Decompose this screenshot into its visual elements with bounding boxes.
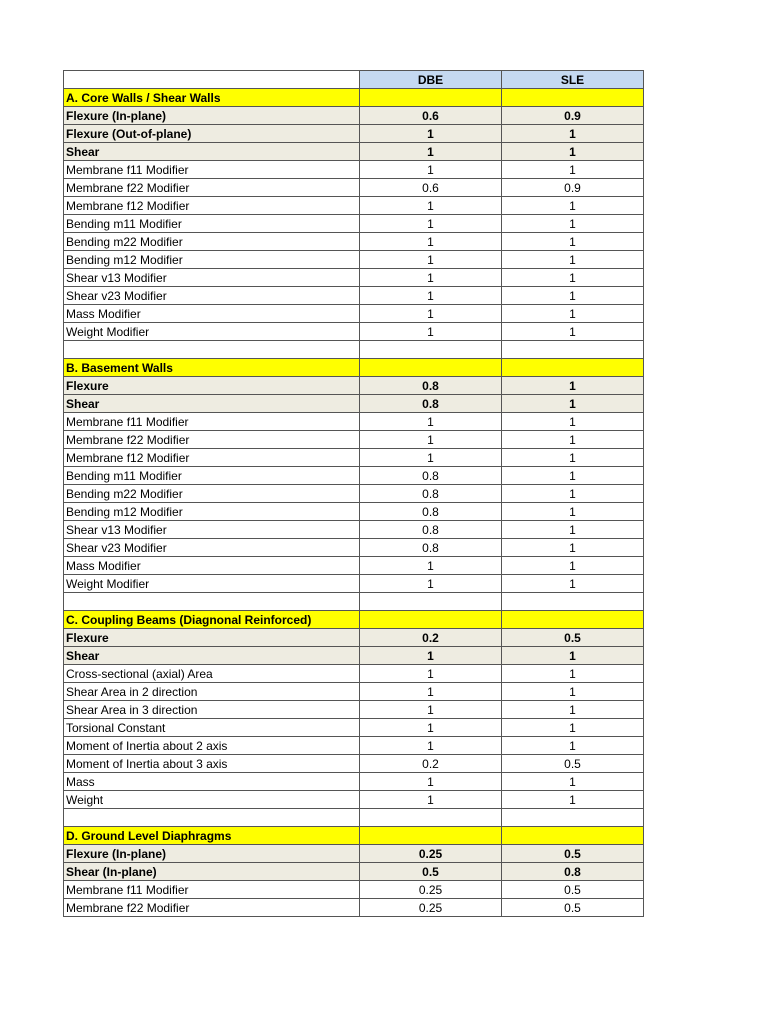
section-header-row bbox=[64, 359, 644, 377]
dbe-value-cell[interactable]: 1 bbox=[360, 161, 502, 179]
dbe-value-cell[interactable]: 1 bbox=[360, 557, 502, 575]
table-row bbox=[64, 161, 644, 179]
sle-value-cell[interactable]: 1 bbox=[502, 215, 644, 233]
parameter-label-cell[interactable]: Moment of Inertia about 2 axis bbox=[64, 737, 360, 755]
dbe-value-cell[interactable]: 0.8 bbox=[360, 377, 502, 395]
dbe-value-cell[interactable]: 0.6 bbox=[360, 107, 502, 125]
sle-value-cell[interactable]: 1 bbox=[502, 503, 644, 521]
table-row bbox=[64, 575, 644, 593]
header-label-cell[interactable] bbox=[64, 71, 360, 89]
table-row bbox=[64, 413, 644, 431]
parameter-label-cell[interactable]: Membrane f22 Modifier bbox=[64, 431, 360, 449]
sle-value-cell[interactable]: 1 bbox=[502, 197, 644, 215]
table-row bbox=[64, 773, 644, 791]
parameter-label-cell[interactable]: Weight Modifier bbox=[64, 323, 360, 341]
sle-value-cell[interactable] bbox=[502, 593, 644, 611]
parameter-label-cell[interactable]: Membrane f11 Modifier bbox=[64, 881, 360, 899]
sle-value-cell[interactable]: 1 bbox=[502, 539, 644, 557]
sle-value-cell[interactable]: 1 bbox=[502, 143, 644, 161]
sle-value-cell[interactable]: 0.5 bbox=[502, 755, 644, 773]
parameter-label-cell[interactable]: Bending m22 Modifier bbox=[64, 485, 360, 503]
sle-value-cell[interactable]: 1 bbox=[502, 323, 644, 341]
parameter-label-cell[interactable]: Mass Modifier bbox=[64, 305, 360, 323]
sle-value-cell[interactable] bbox=[502, 827, 644, 845]
parameter-label-cell[interactable]: Shear v23 Modifier bbox=[64, 539, 360, 557]
sle-value-cell[interactable]: 1 bbox=[502, 305, 644, 323]
parameter-label-cell[interactable]: Bending m12 Modifier bbox=[64, 503, 360, 521]
dbe-value-cell[interactable]: 0.25 bbox=[360, 881, 502, 899]
parameter-label-cell[interactable]: Shear Area in 2 direction bbox=[64, 683, 360, 701]
stiffness-modifier-sheet bbox=[63, 70, 643, 917]
parameter-label-cell[interactable]: Shear v13 Modifier bbox=[64, 269, 360, 287]
parameter-label-cell[interactable]: Membrane f12 Modifier bbox=[64, 449, 360, 467]
sle-value-cell[interactable]: 1 bbox=[502, 269, 644, 287]
sle-value-cell[interactable]: 1 bbox=[502, 287, 644, 305]
dbe-value-cell[interactable]: 0.8 bbox=[360, 503, 502, 521]
dbe-value-cell[interactable]: 1 bbox=[360, 791, 502, 809]
parameter-label-cell[interactable]: Shear v13 Modifier bbox=[64, 521, 360, 539]
parameter-label-cell[interactable]: Membrane f22 Modifier bbox=[64, 899, 360, 917]
section-title-cell[interactable]: A. Core Walls / Shear Walls bbox=[64, 89, 360, 107]
sle-value-cell[interactable]: 1 bbox=[502, 521, 644, 539]
section-header-row bbox=[64, 611, 644, 629]
dbe-value-cell[interactable]: 0.2 bbox=[360, 755, 502, 773]
table-row bbox=[64, 737, 644, 755]
dbe-value-cell[interactable]: 0.25 bbox=[360, 899, 502, 917]
table-row bbox=[64, 287, 644, 305]
sle-value-cell[interactable]: 0.8 bbox=[502, 863, 644, 881]
dbe-value-cell[interactable]: 1 bbox=[360, 143, 502, 161]
table-row bbox=[64, 665, 644, 683]
parameter-label-cell[interactable]: Weight Modifier bbox=[64, 575, 360, 593]
sle-value-cell[interactable]: 1 bbox=[502, 665, 644, 683]
table-row bbox=[64, 215, 644, 233]
dbe-value-cell[interactable]: 1 bbox=[360, 647, 502, 665]
dbe-value-cell[interactable]: 1 bbox=[360, 197, 502, 215]
table-row bbox=[64, 377, 644, 395]
dbe-value-cell[interactable]: 1 bbox=[360, 413, 502, 431]
sle-value-cell[interactable]: 1 bbox=[502, 773, 644, 791]
dbe-value-cell[interactable]: 0.8 bbox=[360, 539, 502, 557]
parameter-label-cell[interactable]: Flexure (In-plane) bbox=[64, 107, 360, 125]
parameter-label-cell[interactable]: Membrane f11 Modifier bbox=[64, 413, 360, 431]
table-row bbox=[64, 395, 644, 413]
dbe-value-cell[interactable]: 1 bbox=[360, 665, 502, 683]
table-row bbox=[64, 251, 644, 269]
table-row bbox=[64, 629, 644, 647]
table-row bbox=[64, 467, 644, 485]
section-title-cell[interactable]: C. Coupling Beams (Diagnonal Reinforced) bbox=[64, 611, 360, 629]
parameter-label-cell[interactable]: Bending m12 Modifier bbox=[64, 251, 360, 269]
dbe-value-cell[interactable]: 0.2 bbox=[360, 629, 502, 647]
sle-value-cell[interactable]: 1 bbox=[502, 395, 644, 413]
table-row bbox=[64, 125, 644, 143]
sle-value-cell[interactable]: 1 bbox=[502, 701, 644, 719]
parameter-label-cell[interactable]: Mass Modifier bbox=[64, 557, 360, 575]
blank-row bbox=[64, 341, 644, 359]
sle-value-cell[interactable]: 0.9 bbox=[502, 107, 644, 125]
parameter-label-cell[interactable]: Torsional Constant bbox=[64, 719, 360, 737]
table-row bbox=[64, 557, 644, 575]
dbe-value-cell[interactable]: 0.5 bbox=[360, 863, 502, 881]
stiffness-modifier-table bbox=[63, 70, 644, 917]
parameter-label-cell[interactable] bbox=[64, 341, 360, 359]
table-row bbox=[64, 521, 644, 539]
sle-value-cell[interactable]: 1 bbox=[502, 233, 644, 251]
dbe-value-cell[interactable]: 1 bbox=[360, 737, 502, 755]
parameter-label-cell[interactable]: Bending m11 Modifier bbox=[64, 215, 360, 233]
sle-value-cell[interactable]: 0.9 bbox=[502, 179, 644, 197]
dbe-value-cell[interactable]: 0.8 bbox=[360, 521, 502, 539]
parameter-label-cell[interactable]: Flexure (In-plane) bbox=[64, 845, 360, 863]
table-row bbox=[64, 719, 644, 737]
dbe-value-cell[interactable]: 0.8 bbox=[360, 485, 502, 503]
table-row bbox=[64, 647, 644, 665]
sle-value-cell[interactable]: 1 bbox=[502, 431, 644, 449]
sle-value-cell[interactable]: 1 bbox=[502, 413, 644, 431]
dbe-value-cell[interactable]: 0.8 bbox=[360, 467, 502, 485]
sle-value-cell[interactable]: 1 bbox=[502, 125, 644, 143]
table-row bbox=[64, 323, 644, 341]
sle-value-cell[interactable] bbox=[502, 341, 644, 359]
dbe-value-cell[interactable]: 0.25 bbox=[360, 845, 502, 863]
table-row bbox=[64, 269, 644, 287]
dbe-value-cell[interactable]: 1 bbox=[360, 575, 502, 593]
section-header-row bbox=[64, 827, 644, 845]
sle-value-cell[interactable]: 1 bbox=[502, 449, 644, 467]
sle-value-cell[interactable]: 1 bbox=[502, 467, 644, 485]
parameter-label-cell[interactable]: Bending m22 Modifier bbox=[64, 233, 360, 251]
dbe-value-cell[interactable] bbox=[360, 809, 502, 827]
parameter-label-cell[interactable]: Bending m11 Modifier bbox=[64, 467, 360, 485]
sle-value-cell[interactable]: 1 bbox=[502, 737, 644, 755]
blank-row bbox=[64, 593, 644, 611]
table-row bbox=[64, 197, 644, 215]
dbe-value-cell[interactable] bbox=[360, 593, 502, 611]
table-row bbox=[64, 845, 644, 863]
parameter-label-cell[interactable]: Flexure bbox=[64, 629, 360, 647]
table-row bbox=[64, 503, 644, 521]
dbe-value-cell[interactable]: 1 bbox=[360, 305, 502, 323]
parameter-label-cell[interactable]: Shear bbox=[64, 143, 360, 161]
sle-value-cell[interactable]: 1 bbox=[502, 557, 644, 575]
parameter-label-cell[interactable]: Shear v23 Modifier bbox=[64, 287, 360, 305]
table-row bbox=[64, 539, 644, 557]
sle-value-cell[interactable]: 1 bbox=[502, 377, 644, 395]
parameter-label-cell[interactable]: Shear bbox=[64, 395, 360, 413]
sle-value-cell[interactable]: 1 bbox=[502, 485, 644, 503]
sle-value-cell[interactable]: 0.5 bbox=[502, 629, 644, 647]
parameter-label-cell[interactable]: Mass bbox=[64, 773, 360, 791]
dbe-value-cell[interactable] bbox=[360, 827, 502, 845]
parameter-label-cell[interactable]: Shear bbox=[64, 647, 360, 665]
table-row bbox=[64, 233, 644, 251]
header-row bbox=[64, 71, 644, 89]
header-sle-cell[interactable]: SLE bbox=[502, 71, 644, 89]
sle-value-cell[interactable]: 0.5 bbox=[502, 845, 644, 863]
sle-value-cell[interactable]: 1 bbox=[502, 161, 644, 179]
table-row bbox=[64, 791, 644, 809]
dbe-value-cell[interactable] bbox=[360, 341, 502, 359]
parameter-label-cell[interactable]: Moment of Inertia about 3 axis bbox=[64, 755, 360, 773]
table-row bbox=[64, 899, 644, 917]
parameter-label-cell[interactable]: Shear Area in 3 direction bbox=[64, 701, 360, 719]
dbe-value-cell[interactable]: 1 bbox=[360, 701, 502, 719]
dbe-value-cell[interactable]: 1 bbox=[360, 287, 502, 305]
parameter-label-cell[interactable]: Membrane f11 Modifier bbox=[64, 161, 360, 179]
dbe-value-cell[interactable]: 1 bbox=[360, 125, 502, 143]
parameter-label-cell[interactable]: Flexure bbox=[64, 377, 360, 395]
sle-value-cell[interactable]: 1 bbox=[502, 251, 644, 269]
table-row bbox=[64, 179, 644, 197]
parameter-label-cell[interactable]: Shear (In-plane) bbox=[64, 863, 360, 881]
table-row bbox=[64, 863, 644, 881]
header-dbe-cell[interactable]: DBE bbox=[360, 71, 502, 89]
dbe-value-cell[interactable]: 1 bbox=[360, 719, 502, 737]
table-row bbox=[64, 431, 644, 449]
dbe-value-cell[interactable]: 1 bbox=[360, 215, 502, 233]
table-row bbox=[64, 755, 644, 773]
dbe-value-cell[interactable]: 1 bbox=[360, 233, 502, 251]
sle-value-cell[interactable] bbox=[502, 611, 644, 629]
table-row bbox=[64, 485, 644, 503]
sle-value-cell[interactable]: 1 bbox=[502, 575, 644, 593]
table-row bbox=[64, 881, 644, 899]
dbe-value-cell[interactable]: 1 bbox=[360, 683, 502, 701]
sle-value-cell[interactable]: 1 bbox=[502, 719, 644, 737]
sle-value-cell[interactable]: 0.5 bbox=[502, 899, 644, 917]
parameter-label-cell[interactable] bbox=[64, 593, 360, 611]
sle-value-cell[interactable]: 0.5 bbox=[502, 881, 644, 899]
blank-row bbox=[64, 809, 644, 827]
table-row bbox=[64, 449, 644, 467]
table-row bbox=[64, 143, 644, 161]
parameter-label-cell[interactable]: Cross-sectional (axial) Area bbox=[64, 665, 360, 683]
dbe-value-cell[interactable] bbox=[360, 611, 502, 629]
sle-value-cell[interactable] bbox=[502, 809, 644, 827]
section-header-row bbox=[64, 89, 644, 107]
sle-value-cell[interactable]: 1 bbox=[502, 683, 644, 701]
sle-value-cell[interactable] bbox=[502, 89, 644, 107]
table-row bbox=[64, 701, 644, 719]
sle-value-cell[interactable]: 1 bbox=[502, 647, 644, 665]
dbe-value-cell[interactable]: 1 bbox=[360, 269, 502, 287]
dbe-value-cell[interactable]: 1 bbox=[360, 449, 502, 467]
dbe-value-cell[interactable]: 0.6 bbox=[360, 179, 502, 197]
table-row bbox=[64, 107, 644, 125]
dbe-value-cell[interactable] bbox=[360, 89, 502, 107]
dbe-value-cell[interactable]: 1 bbox=[360, 323, 502, 341]
parameter-label-cell[interactable]: Membrane f12 Modifier bbox=[64, 197, 360, 215]
dbe-value-cell[interactable]: 1 bbox=[360, 431, 502, 449]
parameter-label-cell[interactable]: Weight bbox=[64, 791, 360, 809]
parameter-label-cell[interactable] bbox=[64, 809, 360, 827]
dbe-value-cell[interactable]: 0.8 bbox=[360, 395, 502, 413]
table-row bbox=[64, 683, 644, 701]
dbe-value-cell[interactable]: 1 bbox=[360, 251, 502, 269]
sle-value-cell[interactable]: 1 bbox=[502, 791, 644, 809]
parameter-label-cell[interactable]: Membrane f22 Modifier bbox=[64, 179, 360, 197]
parameter-label-cell[interactable]: Flexure (Out-of-plane) bbox=[64, 125, 360, 143]
sle-value-cell[interactable] bbox=[502, 359, 644, 377]
dbe-value-cell[interactable] bbox=[360, 359, 502, 377]
dbe-value-cell[interactable]: 1 bbox=[360, 773, 502, 791]
table-row bbox=[64, 305, 644, 323]
section-title-cell[interactable]: D. Ground Level Diaphragms bbox=[64, 827, 360, 845]
table-body bbox=[64, 89, 644, 917]
section-title-cell[interactable]: B. Basement Walls bbox=[64, 359, 360, 377]
